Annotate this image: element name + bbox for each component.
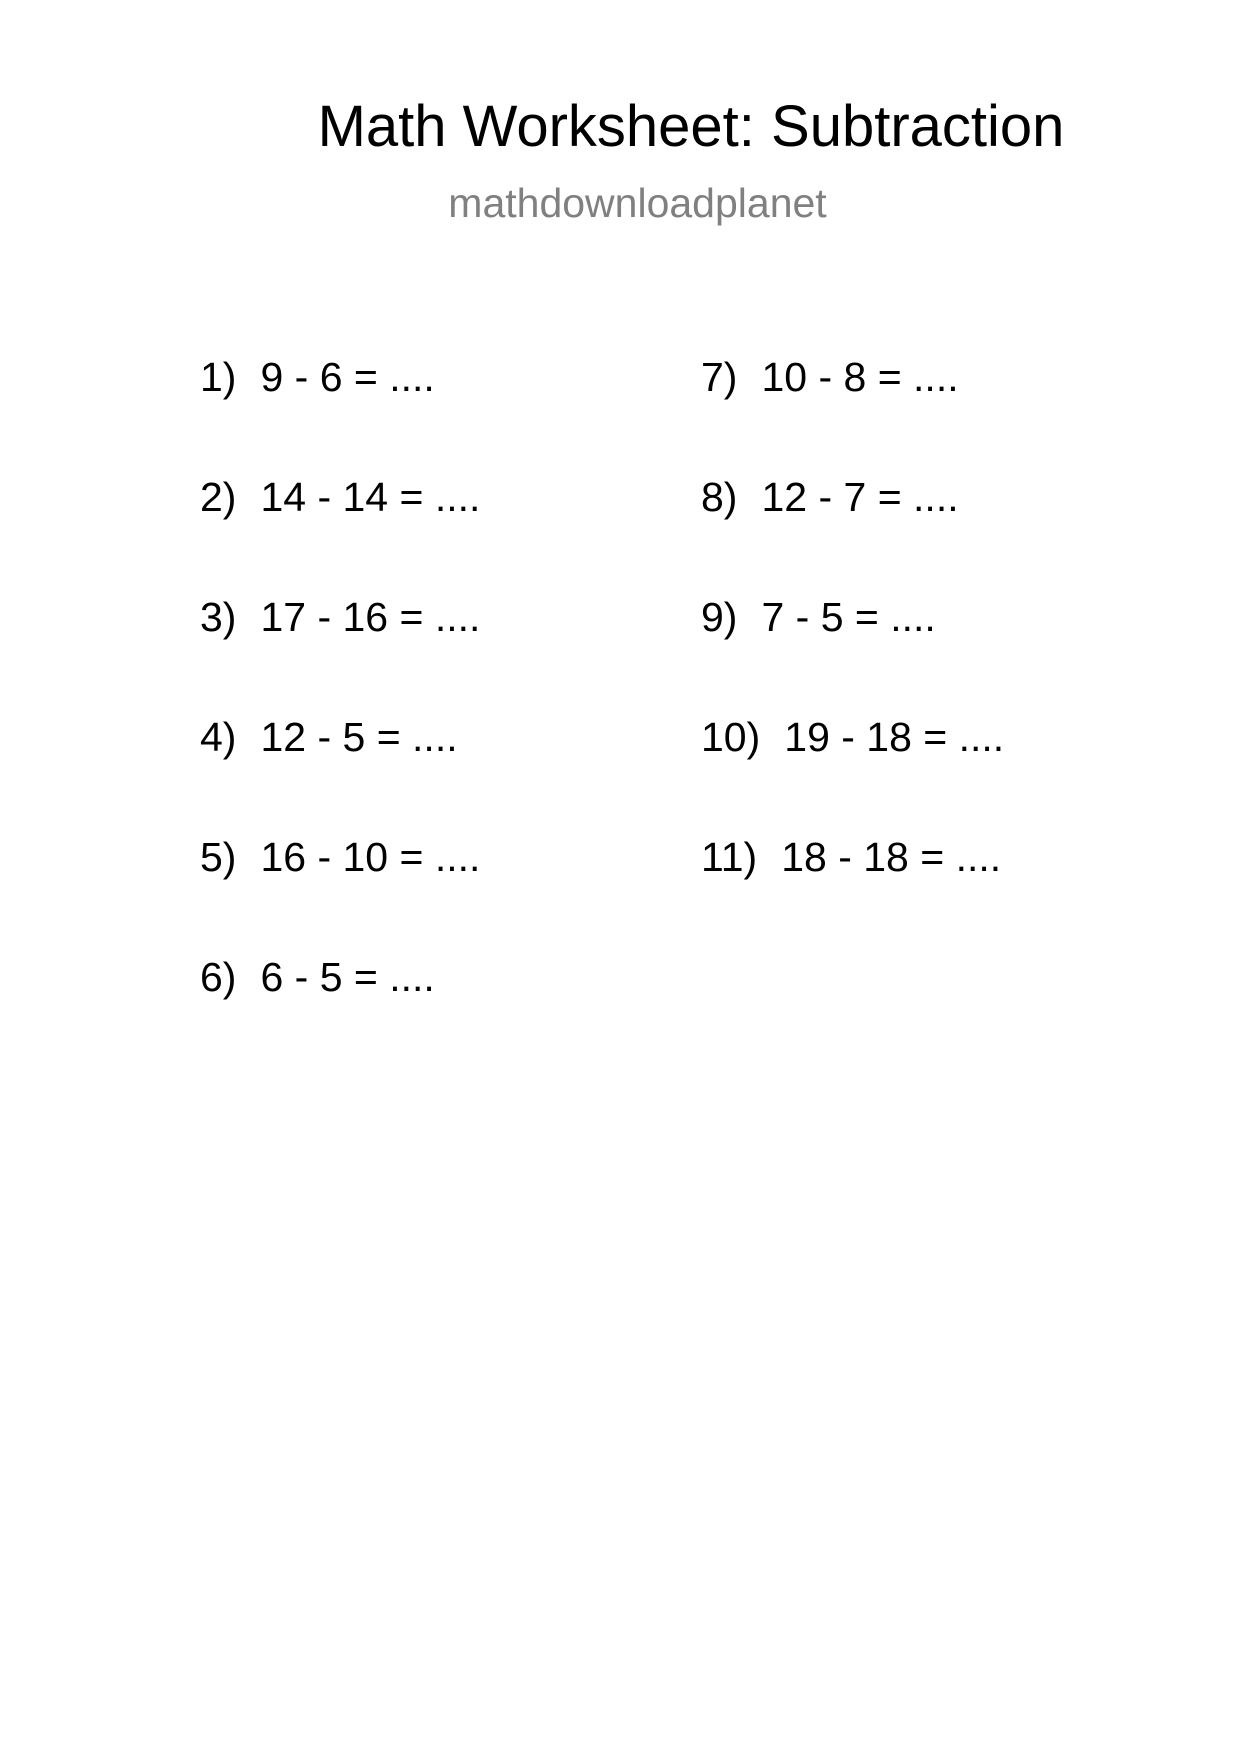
problem-item — [701, 834, 1002, 880]
worksheet-title: Math Worksheet: Subtraction — [317, 94, 1065, 159]
problem-item — [200, 954, 435, 1000]
problem-item — [701, 714, 1005, 760]
problem-number: 1) — [200, 354, 237, 400]
problem-number: 8) — [701, 474, 738, 520]
problem-expression: 14 - 14 = .... — [260, 474, 481, 520]
problem-number: 7) — [701, 354, 738, 400]
problem-item — [200, 834, 481, 880]
problem-item — [200, 354, 435, 400]
problem-item — [701, 474, 959, 520]
problem-expression: 6 - 5 = .... — [260, 954, 435, 1000]
problem-expression: 18 - 18 = .... — [781, 834, 1002, 880]
problem-number: 5) — [200, 834, 237, 880]
problem-expression: 12 - 5 = .... — [260, 714, 458, 760]
problem-number: 9) — [701, 594, 738, 640]
worksheet-source: mathdownloadplanet — [448, 180, 827, 226]
problem-expression: 9 - 6 = .... — [260, 354, 435, 400]
problem-item — [200, 474, 481, 520]
problem-item — [701, 354, 959, 400]
problem-number: 2) — [200, 474, 237, 520]
problem-item — [200, 594, 481, 640]
problem-number: 4) — [200, 714, 237, 760]
problem-number: 3) — [200, 594, 237, 640]
problem-item — [701, 594, 936, 640]
problem-number: 6) — [200, 954, 237, 1000]
problem-expression: 7 - 5 = .... — [761, 594, 936, 640]
problem-number: 10) — [701, 714, 761, 760]
problem-expression: 16 - 10 = .... — [260, 834, 481, 880]
problem-expression: 12 - 7 = .... — [761, 474, 959, 520]
problem-expression: 10 - 8 = .... — [761, 354, 959, 400]
problem-expression: 19 - 18 = .... — [784, 714, 1005, 760]
problem-number: 11) — [701, 834, 758, 880]
problem-item — [200, 714, 458, 760]
problem-expression: 17 - 16 = .... — [260, 594, 481, 640]
